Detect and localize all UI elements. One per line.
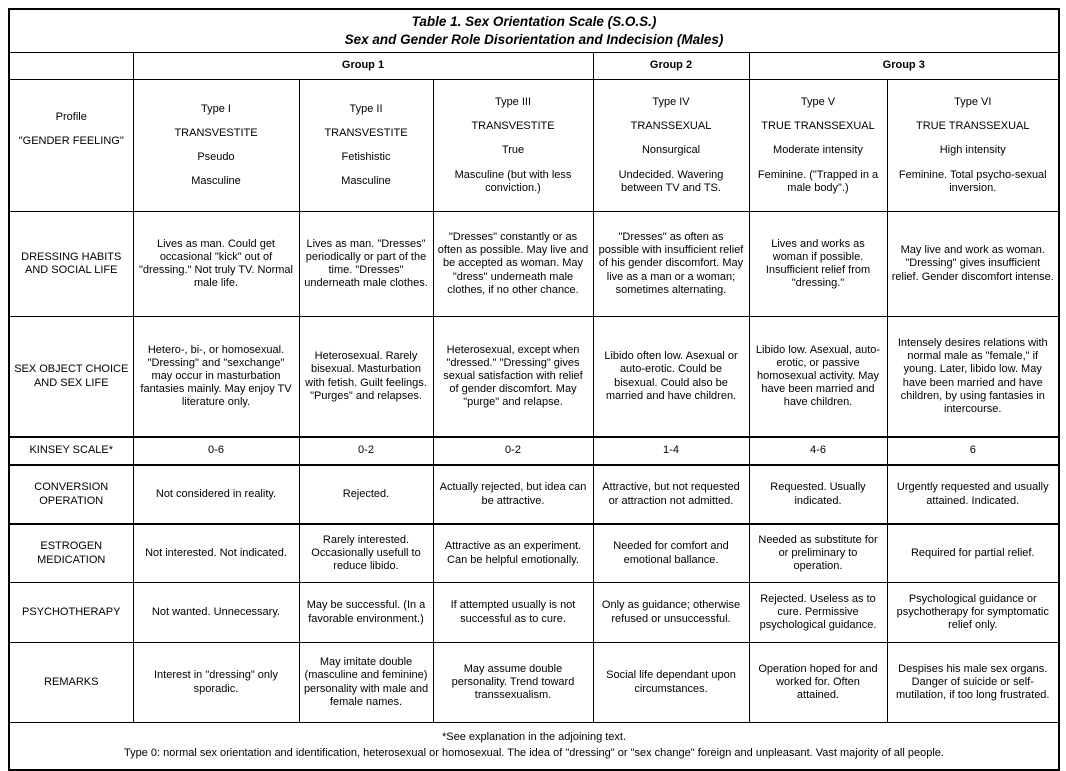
group-2-header: Group 2 — [593, 53, 749, 80]
table-cell: 0-2 — [433, 437, 593, 465]
group-3-header: Group 3 — [749, 53, 1059, 80]
table-cell: Attractive, but not requested or attraction not admitted. — [593, 465, 749, 524]
table-cell: "Dresses" constantly or as often as possible. May live and be accepted as woman. May "dress" underneath male clothes, if no other chance. — [433, 212, 593, 317]
table-cell: Needed for comfort and emotional ballance. — [593, 524, 749, 583]
sex-orientation-scale-table — [8, 8, 1060, 771]
table-cell: Rarely interested. Occasionally usefull to reduce libido. — [299, 524, 433, 583]
table-cell: Needed as substitute for or preliminary to operation. — [749, 524, 887, 583]
row-sex-object-choice — [9, 317, 1059, 438]
type-intensity: True — [501, 144, 525, 157]
profile-cell-type1 — [133, 80, 299, 212]
profile-cell-type4 — [593, 80, 749, 212]
row-psychotherapy — [9, 583, 1059, 643]
type-number: Type II — [349, 102, 383, 115]
table-cell: Attractive as an experiment. Can be helpful emotionally. — [433, 524, 593, 583]
table-cell: Only as guidance; otherwise refused or unsuccessful. — [593, 583, 749, 643]
table-cell: Lives as man. "Dresses" periodically or part of the time. "Dresses" underneath male clothes. — [299, 212, 433, 317]
table-cell: 0-2 — [299, 437, 433, 465]
type-intensity: Pseudo — [197, 151, 235, 163]
profile-cell-type2 — [299, 80, 433, 212]
row-remarks — [9, 643, 1059, 723]
type-intensity: Fetishistic — [341, 151, 391, 163]
type-category: TRANSVESTITE — [174, 126, 258, 139]
table-cell: Operation hoped for and worked for. Often attained. — [749, 643, 887, 723]
row-label-kinsey-scale: KINSEY SCALE* — [9, 437, 133, 465]
table-cell: May imitate double (masculine and feminine) personality with male and female names. — [299, 643, 433, 723]
footnote-line2: Type 0: normal sex orientation and identification, heterosexual or homosexual. The idea of "dressing" or "sex change" foreign and unpleasant. Vast majority of all people. — [124, 747, 944, 759]
footnote-row — [9, 723, 1059, 771]
type-feeling: Undecided. Wavering between TV and TS. — [618, 168, 724, 194]
type-feeling: Feminine. ("Trapped in a male body".) — [757, 168, 879, 194]
table-cell: Interest in "dressing" only sporadic. — [133, 643, 299, 723]
table-cell: Lives and works as woman if possible. Insufficient relief from "dressing." — [749, 212, 887, 317]
table-cell: Despises his male sex organs. Danger of suicide or self-mutilation, if too long frustrated. — [887, 643, 1059, 723]
type-feeling: Masculine — [191, 175, 241, 188]
type-category: TRUE TRANSSEXUAL — [761, 120, 875, 133]
row-conversion-operation — [9, 465, 1059, 524]
group-1-header: Group 1 — [133, 53, 593, 80]
table-cell: May be successful. (In a favorable environment.) — [299, 583, 433, 643]
type-category: TRANSVESTITE — [324, 126, 408, 139]
table-cell: 0-6 — [133, 437, 299, 465]
row-label-estrogen-medication: ESTROGEN MEDICATION — [9, 524, 133, 583]
row-label-remarks: REMARKS — [9, 643, 133, 723]
profile-cell-type6 — [887, 80, 1059, 212]
table-title-cell — [9, 9, 1059, 53]
gender-feeling-label: "GENDER FEELING" — [18, 135, 124, 147]
table-cell: Not interested. Not indicated. — [133, 524, 299, 583]
table-cell: Not wanted. Unnecessary. — [133, 583, 299, 643]
row-label-psychotherapy: PSYCHOTHERAPY — [9, 583, 133, 643]
type-category: TRUE TRANSSEXUAL — [916, 120, 1030, 133]
profile-cell-type3 — [433, 80, 593, 212]
footnote-line1: *See explanation in the adjoining text. — [441, 731, 627, 744]
type-number: Type IV — [652, 96, 690, 109]
type-intensity: Nonsurgical — [641, 144, 701, 157]
type-number: Type V — [800, 96, 836, 109]
table-cell: Hetero-, bi-, or homosexual. "Dressing" and "sexchange" may occur in masturbation fantasies mainly. May enjoy TV literature only. — [133, 317, 299, 438]
type-number: Type VI — [954, 96, 992, 109]
table-cell: Actually rejected, but idea can be attractive. — [433, 465, 593, 524]
profile-label: Profile — [55, 110, 87, 123]
type-category: TRANSSEXUAL — [630, 120, 712, 133]
type-feeling: Masculine — [341, 175, 391, 188]
row-label-dressing-habits: DRESSING HABITS AND SOCIAL LIFE — [9, 212, 133, 317]
table-cell: Rejected. Useless as to cure. Permissive psychological guidance. — [749, 583, 887, 643]
table-cell: Psychological guidance or psychotherapy for symptomatic relief only. — [887, 583, 1059, 643]
table-cell: Not considered in reality. — [133, 465, 299, 524]
table-cell: May live and work as woman. "Dressing" gives insufficient relief. Gender discomfort intense. — [887, 212, 1059, 317]
type-category: TRANSVESTITE — [471, 120, 555, 133]
type-feeling: Feminine. Total psycho-sexual inversion. — [898, 168, 1047, 194]
table-cell: Rejected. — [299, 465, 433, 524]
table-cell: Heterosexual, except when "dressed." "Dressing" gives sexual satisfaction with relief of gender discomfort. May "purge" and relapse. — [433, 317, 593, 438]
table-cell: Requested. Usually indicated. — [749, 465, 887, 524]
table-title-line1: Table 1. Sex Orientation Scale (S.O.S.) — [411, 13, 657, 29]
table-cell: If attempted usually is not successful as to cure. — [433, 583, 593, 643]
type-feeling: Masculine (but with less conviction.) — [454, 168, 572, 194]
footnote-cell — [9, 723, 1059, 771]
type-intensity: High intensity — [939, 144, 1006, 157]
table-title-row — [9, 9, 1059, 53]
table-cell: May assume double personality. Trend toward transsexualism. — [433, 643, 593, 723]
row-dressing-habits — [9, 212, 1059, 317]
type-number: Type I — [201, 102, 231, 115]
table-title-line2: Sex and Gender Role Disorientation and Indecision (Males) — [344, 32, 724, 47]
table-cell: Libido low. Asexual, auto-erotic, or passive homosexual activity. May have been married and have children. — [749, 317, 887, 438]
table-cell: 1-4 — [593, 437, 749, 465]
row-kinsey-scale — [9, 437, 1059, 465]
table-cell: 6 — [887, 437, 1059, 465]
table-cell: Intensely desires relations with normal male as "female," if young. Later, libido low. May have been married and have children, by using fantasies in intercourse. — [887, 317, 1059, 438]
table-cell: Lives as man. Could get occasional "kick" out of "dressing." Not truly TV. Normal male life. — [133, 212, 299, 317]
table-cell: Required for partial relief. — [887, 524, 1059, 583]
table-cell: Libido often low. Asexual or auto-erotic. Could be bisexual. Could also be married and have children. — [593, 317, 749, 438]
table-cell: Social life dependant upon circumstances. — [593, 643, 749, 723]
group-header-row — [9, 53, 1059, 80]
profile-cell-type5 — [749, 80, 887, 212]
row-estrogen-medication — [9, 524, 1059, 583]
profile-row — [9, 80, 1059, 212]
type-intensity: Moderate intensity — [773, 144, 863, 157]
table-cell: 4-6 — [749, 437, 887, 465]
table-cell: "Dresses" as often as possible with insufficient relief of his gender discomfort. May live as a man or a woman; sometimes alternating. — [593, 212, 749, 317]
table-cell: Heterosexual. Rarely bisexual. Masturbation with fetish. Guilt feelings. "Purges" and relapses. — [299, 317, 433, 438]
row-label-sex-object-choice: SEX OBJECT CHOICE AND SEX LIFE — [9, 317, 133, 438]
corner-empty-cell — [9, 53, 133, 80]
row-label-conversion-operation: CONVERSION OPERATION — [9, 465, 133, 524]
table-cell: Urgently requested and usually attained. Indicated. — [887, 465, 1059, 524]
type-number: Type III — [494, 96, 532, 109]
profile-row-label-cell — [9, 80, 133, 212]
